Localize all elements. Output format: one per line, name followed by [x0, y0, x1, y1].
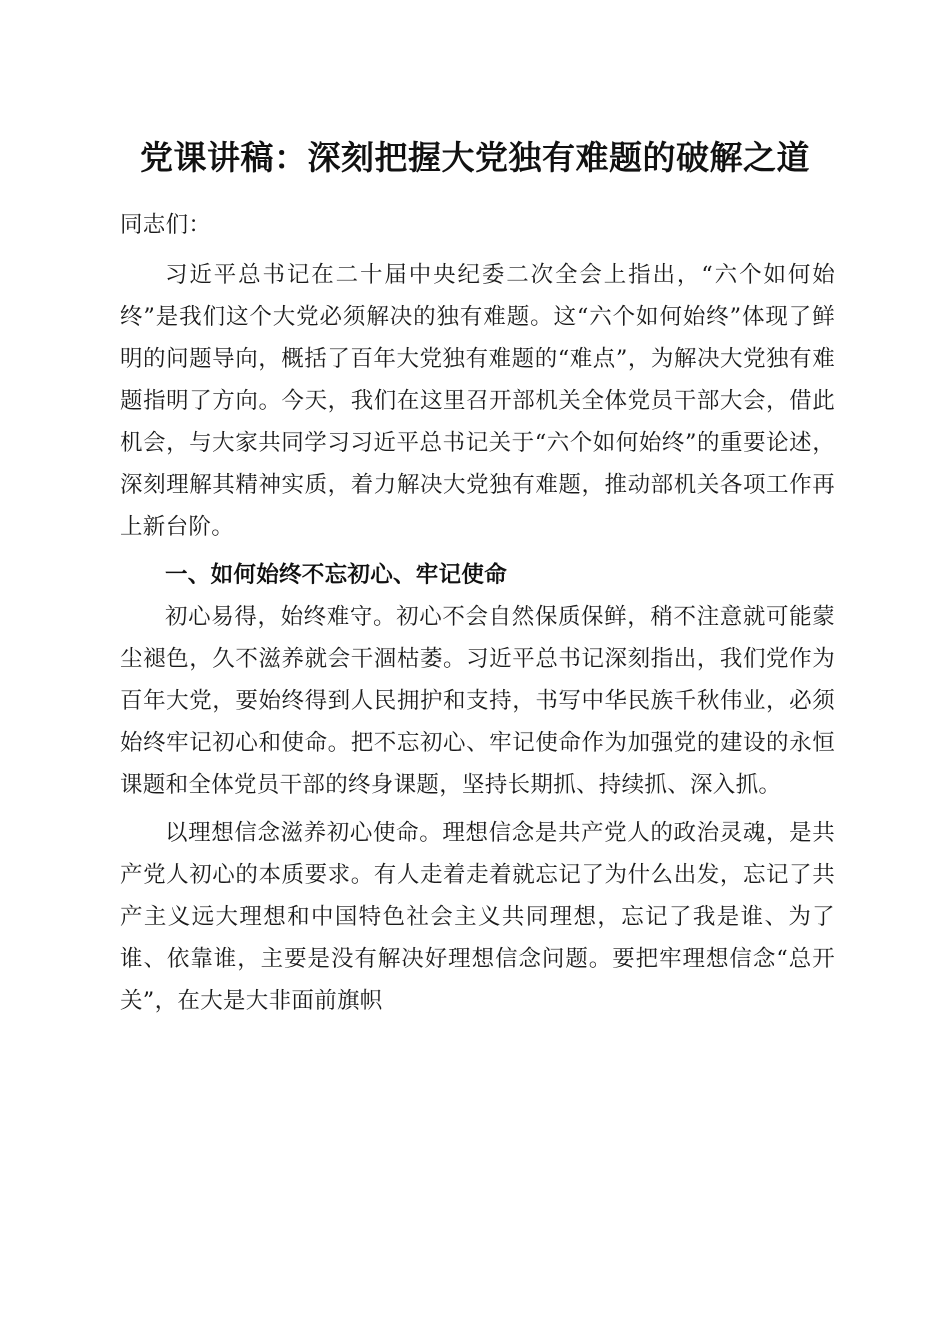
section-heading-1: 一、如何始终不忘初心、牢记使命 — [165, 562, 508, 588]
document-title: 党课讲稿：深刻把握大党独有难题的破解之道 — [140, 138, 810, 177]
salutation: 同志们： — [120, 212, 212, 238]
document-body — [120, 204, 835, 1022]
section1-paragraph-2: 以理想信念滋养初心使命。理想信念是共产党人的政治灵魂，是共产党人初心的本质要求。有人走着走着就忘记了为什么出发，忘记了共产主义远大理想和中国特色社会主义共同理想，忘记了我是谁、为了谁、依靠谁，主要是没有解决好理想信念问题。要把牢理想信念“总开关”，在大是大非面前旗帜 — [120, 820, 835, 1014]
intro-paragraph: 习近平总书记在二十届中央纪委二次全会上指出，“六个如何始终”是我们这个大党必须解决的独有难题。这“六个如何始终”体现了鲜明的问题导向，概括了百年大党独有难题的“难点”，为解决大党独有难题指明了方向。今天，我们在这里召开部机关全体党员干部大会，借此机会，与大家共同学习习近平总书记关于“六个如何始终”的重要论述，深刻理解其精神实质，着力解决大党独有难题，推动部机关各项工作再上新台阶。 — [120, 262, 835, 540]
section1-paragraph-1: 初心易得，始终难守。初心不会自然保质保鲜，稍不注意就可能蒙尘褪色，久不滋养就会干涸枯萎。习近平总书记深刻指出，我们党作为百年大党，要始终得到人民拥护和支持，书写中华民族千秋伟业，必须始终牢记初心和使命。把不忘初心、牢记使命作为加强党的建设的永恒课题和全体党员干部的终身课题，坚持长期抓、持续抓、深入抓。 — [120, 604, 835, 798]
